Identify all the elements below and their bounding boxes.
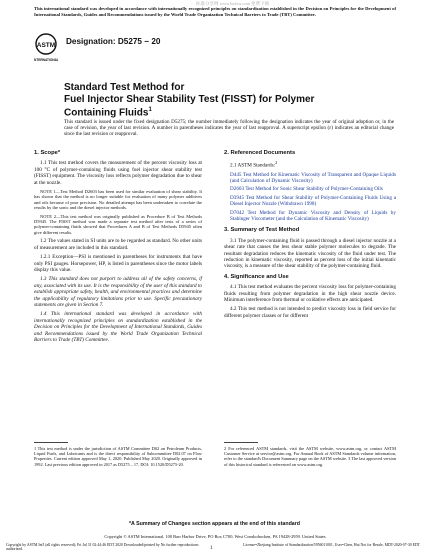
copyright-line: Copyright © ASTM International, 100 Barr Harbor Drive, PO Box C700, West Conshohocken, PA 19428-2959. United States xyxy=(104,534,326,539)
reference-code-link[interactable]: D445 xyxy=(230,171,242,178)
reference-title-link[interactable]: Test Method for Sonic Shear Stability of Polymer-Containing Oils xyxy=(245,186,383,193)
summary-of-changes-note: *A Summary of Changes section appears at the end of this standard xyxy=(128,521,301,527)
title-line-3-text: Containing Fluids xyxy=(64,107,149,119)
footnotes-left: 1 This test method is under the jurisdiction of ASTM Committee D02 on Petroleum Products, Liquid Fuels, and Lubricants and is the direct responsibility of Subcommittee D02.07 on Flow Properties. Current edition approved May 1, 2020. Published May 2020. Originally approved in 1992. Last previous edition approved in 2017 as D5275 – 17. DOI: 10.1520/D5275-20. xyxy=(34,446,202,467)
reference-title-link[interactable]: Test Method for Shear Stability of Polymer-Containing Fluids Using a Diesel Injector Nozzle (Withdrawn 1998) xyxy=(230,194,396,208)
svg-text:INTERNATIONAL: INTERNATIONAL xyxy=(34,58,58,62)
left-column xyxy=(34,150,202,346)
significance-p1: 4.1 This test method evaluates the percent viscosity loss for polymer-containing fluids resulting from polymer degradation in the high shear nozzle device. Minimum interference from thermal or oxidative effects are anticipated. xyxy=(224,284,396,304)
referenced-docs-heading: 2. Referenced Documents xyxy=(224,150,296,156)
right-column xyxy=(224,150,396,322)
astm-standards-intro xyxy=(224,160,396,169)
reference-code-link[interactable]: D2603 xyxy=(230,186,245,193)
title-line-3 xyxy=(64,105,364,119)
reference-item xyxy=(224,195,396,208)
significance-p2: 4.2 This test method is not intended to predict viscosity loss in field service for different polymer classes or for different xyxy=(224,306,396,319)
reference-item xyxy=(224,210,396,223)
svg-text:ASTM: ASTM xyxy=(36,42,56,49)
watermark-text: 标准分享网 www.bzfxw.com 免费下载 xyxy=(196,1,270,6)
reference-item xyxy=(224,186,396,192)
title-line-1: Standard Test Method for xyxy=(64,82,185,93)
title-line-2: Fuel Injector Shear Stability Test (FISST) for Polymer xyxy=(64,93,315,105)
reference-item xyxy=(224,172,396,185)
scope-heading: 1. Scope* xyxy=(34,150,61,156)
summary-p1: 3.1 The polymer-containing fluid is passed through a diesel injector nozzle at a shear rate that causes the less shear stable polymer molecules to degrade. The resultant degradation reduces the kinematic viscosity of the fluid under test. The reduction in kinematic viscosity, reported as percent loss of the initial kinematic viscosity, is a measure of the shear stability of the polymer-containing fluid. xyxy=(224,237,396,270)
document-title xyxy=(64,82,364,119)
reference-title-link[interactable]: Test Method for Dynamic Viscosity and Density of Liquids by Stabinger Viscometer (and the Calculation of Kinematic Viscosity) xyxy=(230,209,396,222)
significance-heading: 4. Significance and Use xyxy=(224,273,289,280)
footnotes-right: 2 For referenced ASTM standards, visit the ASTM website, www.astm.org, or contact ASTM Customer Service at service@astm.org. For Annual Book of ASTM Standards volume information, refer to the standard's Document Summary page on the ASTM website. 3 The last approved version of this historical standard is referenced on www.astm.org. xyxy=(224,446,396,467)
reference-code-link[interactable]: D7042 xyxy=(230,209,245,216)
designation-intro: This standard is issued under the fixed designation D5275; the number immediately following the designation indicates the year of original adoption or, in the case of revision, the year of last revision. A number in parentheses indicates the year of last reapproval. A superscript epsilon (ε) indicates an editorial change since the last revision or reapproval. xyxy=(64,119,394,138)
note-1: NOTE 1—Test Method D2603 has been used for similar evaluation of shear stability. It has shown that the method is no longer suitable for evaluation of many polymer additives and oils because of poor precision. No detailed attempt has been undertaken to correlate the results by the sonic and the diesel injector methods. xyxy=(34,189,202,211)
download-info: Copyright by ASTM Int'l (all rights reserved); Fri Jul 31 02:44:46 EDT 2020 Downloaded/printed by No further reproductions authorized. xyxy=(6,543,199,552)
note-2: NOTE 2—This test method was originally published as Procedure B of Test Methods D5945. The FISST method was made a separate test method after tests of a series of polymer-containing fluids showed that Procedures A and B of Test Methods D5945 often give different results. xyxy=(34,213,202,235)
footnote-rule-right xyxy=(224,442,258,443)
designation: Designation: D5275 − 20 xyxy=(66,37,161,46)
scope-p5: 1.4 This international standard was developed in accordance with internationally recognized principles on standardization established in the Decision on Principles for the Development of International Standards, Guides and Recommendations issued by the World Trade Organization Technical Barriers to Trade (TBT) Committee. xyxy=(34,311,202,343)
astm-logo xyxy=(34,33,58,63)
reference-list xyxy=(224,172,396,223)
astm-standards-label: 2.1 ASTM Standards: xyxy=(230,163,276,170)
top-notice: This international standard was developed in accordance with internationally recognized principles on standardization established in the Decision on Principles for the Development of International Standards, Guides and Recommendations issued by the World Trade Organization Technical Barriers to Trade (TBT) Committee. xyxy=(34,6,396,17)
astm-standards-footnote-mark: 2 xyxy=(275,160,278,166)
reference-title-link[interactable]: Test Method for Kinematic Viscosity of Transparent and Opaque Liquids (and Calculation of Dynamic Viscosity) xyxy=(230,171,397,184)
title-footnote-mark: 1 xyxy=(148,107,152,113)
page-number: 1 xyxy=(210,546,213,551)
license-info: License=Zhejiang Institute of Standardization/5956011001, User=Chen, Hui Not for Resale, MDT-2020-07-30 EDT xyxy=(243,543,420,547)
scope-p3: 1.2.1 Exception—PSI is mentioned in parentheses for instruments that have only PSI gauges. Horsepower, HP, is listed in parentheses since the motor labels display this value. xyxy=(34,254,202,273)
scope-p1: 1.1 This test method covers the measurement of the percent viscosity loss at 100 °C of polymer-containing fluids using fuel injector shear stability test (FISST) equipment. The viscosity loss reflects polymer degradation due to shear at the nozzle. xyxy=(34,160,202,186)
reference-code-link[interactable]: D3945 xyxy=(230,194,245,201)
summary-heading: 3. Summary of Test Method xyxy=(224,227,300,234)
scope-p2: 1.2 The values stated in SI units are to be regarded as standard. No other units of measurement are included in this standard. xyxy=(34,238,202,251)
scope-p4: 1.3 This standard does not purport to address all of the safety concerns, if any, associated with its use. It is the responsibility of the user of this standard to establish appropriate safety, health, and environmental practices and determine the applicability of regulatory limitations prior to use. Specific precautionary statements are given in Section 7. xyxy=(34,276,202,308)
footnote-rule-left xyxy=(34,442,68,443)
